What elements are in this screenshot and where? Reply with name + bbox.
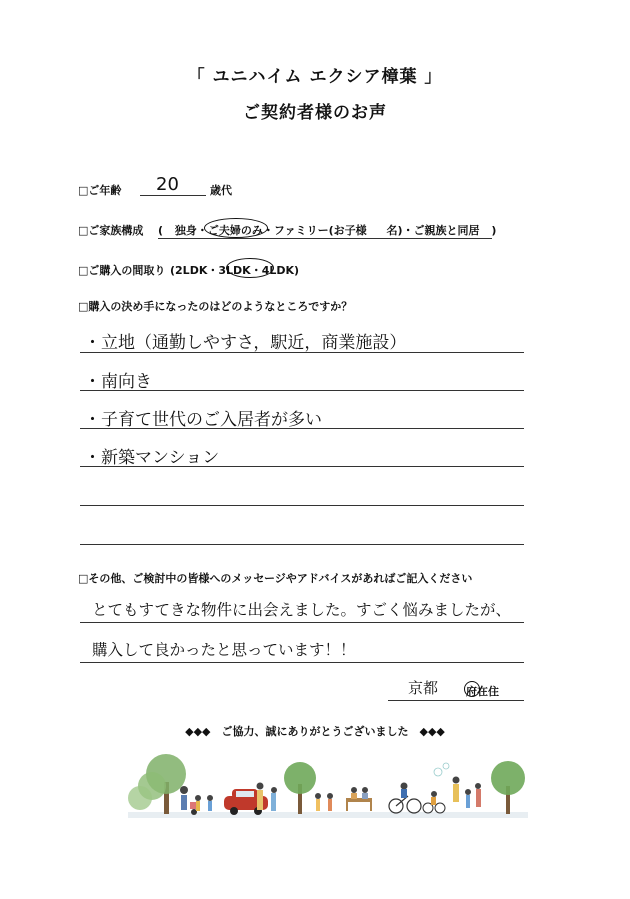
reason-answer-4: ・新築マンション xyxy=(84,448,220,468)
thanks-message: ◆◆◆ ご協力、誠にありがとうございました ◆◆◆ xyxy=(185,725,445,738)
reason-answer-2: ・南向き xyxy=(84,372,152,392)
page-title: 「 ユニハイム エクシア樟葉 」 xyxy=(187,67,443,87)
reason-line-2 xyxy=(80,390,524,391)
message-line-1 xyxy=(80,622,524,623)
reason-question: □購入の決め手になったのはどのようなところですか？ xyxy=(78,300,353,313)
family-open: ( xyxy=(158,224,164,237)
family-sep-2: ・ xyxy=(262,224,274,237)
layout-label: □ご購入の間取り xyxy=(78,264,166,277)
page-subtitle: ご契約者様のお声 xyxy=(243,103,387,123)
reason-line-6 xyxy=(80,544,524,545)
family-label: □ご家族構成 xyxy=(78,224,144,237)
family-selected-circle xyxy=(204,218,268,238)
layout-selected-circle xyxy=(226,258,274,278)
street-illustration xyxy=(128,740,528,822)
family-underline xyxy=(158,238,492,239)
residence-value: 京都 xyxy=(408,679,439,697)
family-sep-1: ・ xyxy=(196,224,208,237)
reason-line-5 xyxy=(80,505,524,506)
ground-strip xyxy=(128,812,528,818)
age-label: □ご年齢 xyxy=(78,184,122,197)
family-option-relatives: ご親族と同居 xyxy=(413,224,480,237)
layout-option-4ldk: 4LDK xyxy=(261,264,295,277)
children-icon xyxy=(195,795,213,811)
layout-option-3ldk: 3LDK xyxy=(218,264,251,277)
age-suffix: 歳代 xyxy=(210,184,232,197)
residence-selected-circle xyxy=(464,681,480,697)
family-option-couple: ご夫婦のみ xyxy=(207,224,263,237)
family-option-family-post: 名) xyxy=(386,224,403,237)
layout-option-2ldk: 2LDK xyxy=(175,264,208,277)
message-line-text-1: とてもすてきな物件に出会えました。すごく悩みましたが、 xyxy=(92,601,511,619)
reason-line-4 xyxy=(80,466,524,467)
family-option-single: 独身 xyxy=(174,224,197,237)
tree-left-icon xyxy=(128,754,186,814)
message-question: □その他、ご検討中の皆様へのメッセージやアドバイスがあればご記入ください xyxy=(78,572,473,585)
bench-couple-icon xyxy=(346,787,372,811)
residence-suffix: 府在住 xyxy=(466,685,499,698)
family-sep-3: ・ xyxy=(402,224,414,237)
bubbles-family-icon xyxy=(434,763,481,808)
layout-open: ( xyxy=(170,264,176,277)
cyclists-icon xyxy=(389,783,445,814)
message-line-text-2: 購入して良かったと思っています！！ xyxy=(92,641,356,659)
residence-underline xyxy=(388,700,524,701)
reason-line-1 xyxy=(80,352,524,353)
layout-close: ) xyxy=(294,264,300,277)
age-value: 20 xyxy=(156,174,179,195)
reason-answer-1: ・立地（通勤しやすさ，駅近，商業施設） xyxy=(84,333,407,353)
tree-right-icon xyxy=(491,761,525,814)
reason-answer-3: ・子育て世代のご入居者が多い xyxy=(84,410,322,430)
layout-sep-1: ・ xyxy=(207,264,219,277)
tree-middle-icon xyxy=(284,762,316,814)
message-line-2 xyxy=(80,662,524,663)
layout-sep-2: ・ xyxy=(250,264,262,277)
family-close: ) xyxy=(491,224,497,237)
age-underline xyxy=(140,195,206,196)
walking-children-icon xyxy=(315,793,333,811)
reason-line-3 xyxy=(80,428,524,429)
family-option-family-pre: ファミリー(お子様 xyxy=(273,224,367,237)
